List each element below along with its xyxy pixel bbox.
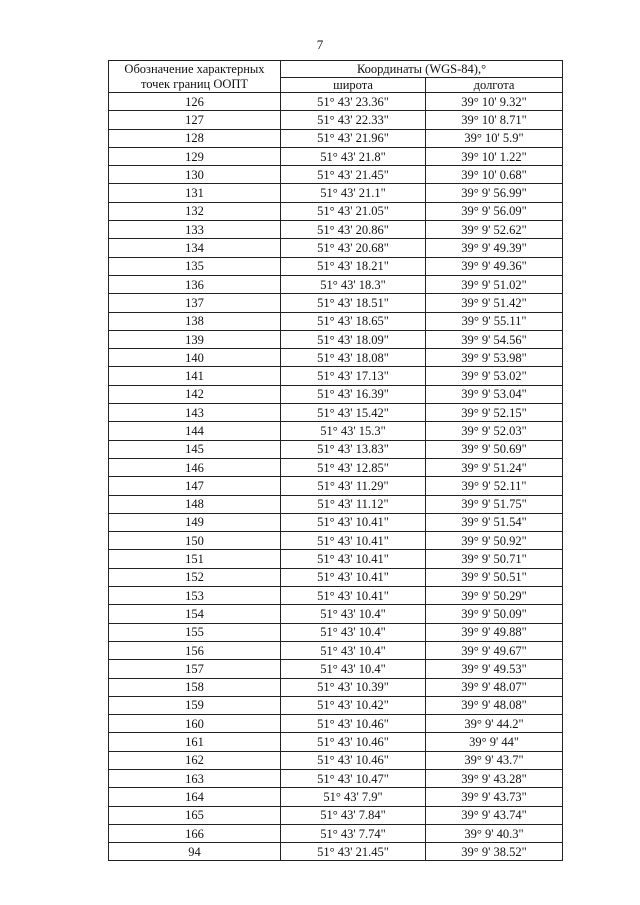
- point-cell: 94: [109, 843, 281, 861]
- table-row: [109, 660, 563, 678]
- point-cell: 130: [109, 166, 281, 184]
- longitude-cell: 39° 9' 43.7": [426, 751, 563, 769]
- point-cell: 160: [109, 715, 281, 733]
- point-cell: 148: [109, 495, 281, 513]
- latitude-cell: 51° 43' 18.21": [281, 257, 426, 275]
- table-row: [109, 623, 563, 641]
- longitude-cell: 39° 9' 52.11": [426, 477, 563, 495]
- point-cell: 158: [109, 678, 281, 696]
- longitude-cell: 39° 9' 50.51": [426, 568, 563, 586]
- latitude-cell: 51° 43' 15.42": [281, 404, 426, 422]
- longitude-cell: 39° 9' 51.02": [426, 275, 563, 293]
- point-cell: 157: [109, 660, 281, 678]
- table-row: [109, 93, 563, 111]
- header-point-line2: точек границ ООПТ: [140, 76, 249, 91]
- point-cell: 163: [109, 769, 281, 787]
- longitude-cell: 39° 9' 49.53": [426, 660, 563, 678]
- latitude-cell: 51° 43' 21.45": [281, 166, 426, 184]
- longitude-cell: 39° 9' 53.98": [426, 349, 563, 367]
- latitude-cell: 51° 43' 10.41": [281, 532, 426, 550]
- point-cell: 133: [109, 221, 281, 239]
- point-cell: 143: [109, 404, 281, 422]
- latitude-cell: 51° 43' 10.4": [281, 641, 426, 659]
- longitude-cell: 39° 10' 0.68": [426, 166, 563, 184]
- latitude-cell: 51° 43' 17.13": [281, 367, 426, 385]
- table-body: [109, 93, 563, 861]
- table-row: [109, 111, 563, 129]
- table-row: [109, 587, 563, 605]
- longitude-cell: 39° 9' 56.99": [426, 184, 563, 202]
- header-point-line1: Обозначение характерных: [124, 61, 265, 76]
- table-row: [109, 294, 563, 312]
- table-row: [109, 568, 563, 586]
- table-row: [109, 458, 563, 476]
- point-cell: 166: [109, 824, 281, 842]
- latitude-cell: 51° 43' 20.68": [281, 239, 426, 257]
- point-cell: 134: [109, 239, 281, 257]
- point-cell: 150: [109, 532, 281, 550]
- point-cell: 153: [109, 587, 281, 605]
- table-row: [109, 202, 563, 220]
- table-row: [109, 806, 563, 824]
- point-cell: 145: [109, 440, 281, 458]
- point-cell: 151: [109, 550, 281, 568]
- latitude-cell: 51° 43' 18.51": [281, 294, 426, 312]
- longitude-cell: 39° 9' 49.67": [426, 641, 563, 659]
- point-cell: 152: [109, 568, 281, 586]
- table-row: [109, 751, 563, 769]
- longitude-cell: 39° 9' 40.3": [426, 824, 563, 842]
- table-header: [109, 61, 563, 93]
- latitude-cell: 51° 43' 11.12": [281, 495, 426, 513]
- table-row: [109, 385, 563, 403]
- latitude-cell: 51° 43' 21.05": [281, 202, 426, 220]
- longitude-cell: 39° 9' 51.54": [426, 513, 563, 531]
- table-row: [109, 166, 563, 184]
- latitude-cell: 51° 43' 7.84": [281, 806, 426, 824]
- point-cell: 135: [109, 257, 281, 275]
- longitude-cell: 39° 9' 51.42": [426, 294, 563, 312]
- latitude-cell: 51° 43' 18.3": [281, 275, 426, 293]
- point-cell: 128: [109, 129, 281, 147]
- point-cell: 165: [109, 806, 281, 824]
- point-cell: 138: [109, 312, 281, 330]
- longitude-cell: 39° 9' 55.11": [426, 312, 563, 330]
- longitude-cell: 39° 9' 49.36": [426, 257, 563, 275]
- table-row: [109, 239, 563, 257]
- latitude-cell: 51° 43' 18.08": [281, 349, 426, 367]
- latitude-cell: 51° 43' 11.29": [281, 477, 426, 495]
- latitude-cell: 51° 43' 22.33": [281, 111, 426, 129]
- point-cell: 161: [109, 733, 281, 751]
- table-row: [109, 733, 563, 751]
- table-row: [109, 312, 563, 330]
- latitude-cell: 51° 43' 16.39": [281, 385, 426, 403]
- table-row: [109, 221, 563, 239]
- longitude-cell: 39° 9' 44": [426, 733, 563, 751]
- point-cell: 142: [109, 385, 281, 403]
- table-row: [109, 824, 563, 842]
- table-row: [109, 184, 563, 202]
- latitude-cell: 51° 43' 10.4": [281, 623, 426, 641]
- longitude-cell: 39° 9' 56.09": [426, 202, 563, 220]
- header-point-designation: [109, 61, 281, 93]
- longitude-cell: 39° 9' 52.62": [426, 221, 563, 239]
- longitude-cell: 39° 9' 50.09": [426, 605, 563, 623]
- table-row: [109, 129, 563, 147]
- point-cell: 139: [109, 330, 281, 348]
- latitude-cell: 51° 43' 10.41": [281, 513, 426, 531]
- point-cell: 141: [109, 367, 281, 385]
- longitude-cell: 39° 9' 43.73": [426, 788, 563, 806]
- longitude-cell: 39° 9' 50.69": [426, 440, 563, 458]
- table-row: [109, 440, 563, 458]
- table-row: [109, 367, 563, 385]
- longitude-cell: 39° 9' 49.88": [426, 623, 563, 641]
- point-cell: 137: [109, 294, 281, 312]
- latitude-cell: 51° 43' 10.41": [281, 550, 426, 568]
- point-cell: 136: [109, 275, 281, 293]
- point-cell: 149: [109, 513, 281, 531]
- latitude-cell: 51° 43' 10.39": [281, 678, 426, 696]
- table-row: [109, 678, 563, 696]
- table-row: [109, 769, 563, 787]
- longitude-cell: 39° 10' 1.22": [426, 147, 563, 165]
- point-cell: 155: [109, 623, 281, 641]
- table-row: [109, 696, 563, 714]
- longitude-cell: 39° 9' 44.2": [426, 715, 563, 733]
- coordinates-table: [108, 60, 563, 861]
- latitude-cell: 51° 43' 10.47": [281, 769, 426, 787]
- table-row: [109, 330, 563, 348]
- latitude-cell: 51° 43' 21.96": [281, 129, 426, 147]
- longitude-cell: 39° 10' 8.71": [426, 111, 563, 129]
- latitude-cell: 51° 43' 23.36": [281, 93, 426, 111]
- latitude-cell: 51° 43' 10.41": [281, 587, 426, 605]
- table-row: [109, 349, 563, 367]
- table-row: [109, 532, 563, 550]
- point-cell: 132: [109, 202, 281, 220]
- point-cell: 144: [109, 422, 281, 440]
- table-row: [109, 404, 563, 422]
- header-coordinates: Координаты (WGS-84),°: [281, 61, 563, 78]
- latitude-cell: 51° 43' 7.74": [281, 824, 426, 842]
- point-cell: 126: [109, 93, 281, 111]
- latitude-cell: 51° 43' 18.65": [281, 312, 426, 330]
- longitude-cell: 39° 9' 48.08": [426, 696, 563, 714]
- longitude-cell: 39° 9' 50.92": [426, 532, 563, 550]
- latitude-cell: 51° 43' 20.86": [281, 221, 426, 239]
- point-cell: 147: [109, 477, 281, 495]
- latitude-cell: 51° 43' 10.42": [281, 696, 426, 714]
- longitude-cell: 39° 9' 52.03": [426, 422, 563, 440]
- longitude-cell: 39° 9' 49.39": [426, 239, 563, 257]
- latitude-cell: 51° 43' 10.46": [281, 715, 426, 733]
- latitude-cell: 51° 43' 18.09": [281, 330, 426, 348]
- longitude-cell: 39° 9' 48.07": [426, 678, 563, 696]
- longitude-cell: 39° 9' 51.24": [426, 458, 563, 476]
- longitude-cell: 39° 10' 9.32": [426, 93, 563, 111]
- table-row: [109, 477, 563, 495]
- point-cell: 146: [109, 458, 281, 476]
- table-row: [109, 513, 563, 531]
- point-cell: 140: [109, 349, 281, 367]
- point-cell: 164: [109, 788, 281, 806]
- latitude-cell: 51° 43' 10.46": [281, 733, 426, 751]
- latitude-cell: 51° 43' 10.4": [281, 660, 426, 678]
- table-row: [109, 422, 563, 440]
- latitude-cell: 51° 43' 21.1": [281, 184, 426, 202]
- table-row: [109, 257, 563, 275]
- latitude-cell: 51° 43' 21.8": [281, 147, 426, 165]
- table-row: [109, 495, 563, 513]
- table-row: [109, 715, 563, 733]
- latitude-cell: 51° 43' 13.83": [281, 440, 426, 458]
- point-cell: 129: [109, 147, 281, 165]
- header-latitude: широта: [281, 78, 426, 93]
- page-number: 7: [316, 37, 324, 52]
- point-cell: 162: [109, 751, 281, 769]
- longitude-cell: 39° 10' 5.9": [426, 129, 563, 147]
- latitude-cell: 51° 43' 10.4": [281, 605, 426, 623]
- longitude-cell: 39° 9' 50.71": [426, 550, 563, 568]
- table-row: [109, 550, 563, 568]
- point-cell: 159: [109, 696, 281, 714]
- table-row: [109, 641, 563, 659]
- latitude-cell: 51° 43' 10.41": [281, 568, 426, 586]
- table-row: [109, 275, 563, 293]
- longitude-cell: 39° 9' 53.02": [426, 367, 563, 385]
- table-row: [109, 147, 563, 165]
- longitude-cell: 39° 9' 54.56": [426, 330, 563, 348]
- point-cell: 131: [109, 184, 281, 202]
- point-cell: 127: [109, 111, 281, 129]
- longitude-cell: 39° 9' 51.75": [426, 495, 563, 513]
- header-longitude: долгота: [426, 78, 563, 93]
- longitude-cell: 39° 9' 50.29": [426, 587, 563, 605]
- table-row: [109, 605, 563, 623]
- latitude-cell: 51° 43' 7.9": [281, 788, 426, 806]
- latitude-cell: 51° 43' 21.45": [281, 843, 426, 861]
- point-cell: 156: [109, 641, 281, 659]
- point-cell: 154: [109, 605, 281, 623]
- longitude-cell: 39° 9' 43.74": [426, 806, 563, 824]
- longitude-cell: 39° 9' 38.52": [426, 843, 563, 861]
- latitude-cell: 51° 43' 15.3": [281, 422, 426, 440]
- longitude-cell: 39° 9' 52.15": [426, 404, 563, 422]
- longitude-cell: 39° 9' 43.28": [426, 769, 563, 787]
- table-row: [109, 788, 563, 806]
- latitude-cell: 51° 43' 10.46": [281, 751, 426, 769]
- longitude-cell: 39° 9' 53.04": [426, 385, 563, 403]
- latitude-cell: 51° 43' 12.85": [281, 458, 426, 476]
- table-row: [109, 843, 563, 861]
